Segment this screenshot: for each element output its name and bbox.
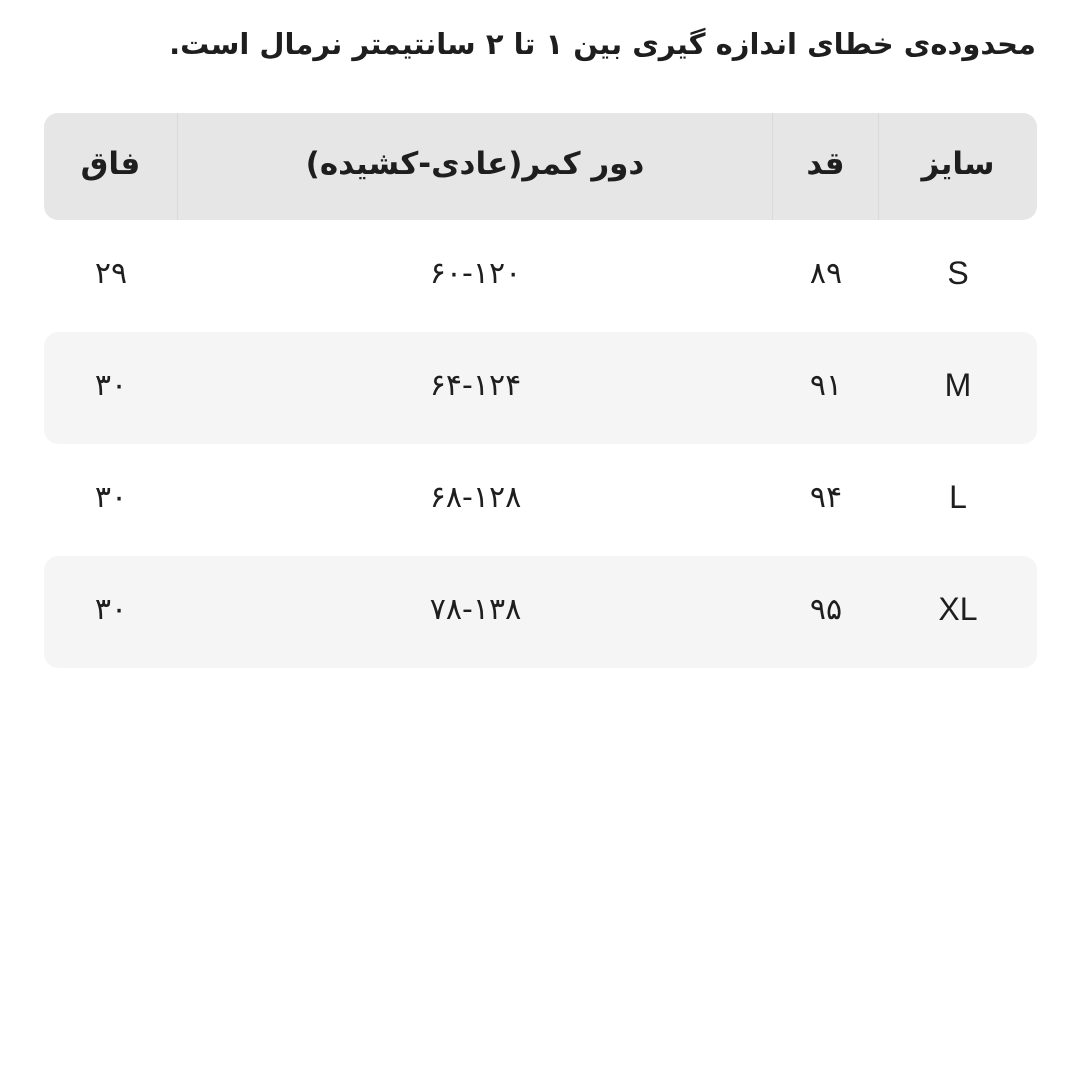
measurement-note: محدوده‌ی خطای اندازه گیری بین ۱ تا ۲ سانتیمتر نرمال است. [169,27,1036,61]
height-cell: ۸۹ [809,255,843,291]
waist-cell: ۷۸-۱۳۸ [429,591,522,627]
rise-cell: ۳۰ [94,367,128,403]
size-table [44,113,1037,668]
table-header-row [44,113,1037,220]
height-cell: ۹۱ [809,367,843,403]
waist-cell: ۶۸-۱۲۸ [429,479,522,515]
rise-cell: ۲۹ [94,255,128,291]
waist-cell: ۶۴-۱۲۴ [429,367,522,403]
height-cell: ۹۴ [809,479,843,515]
size-cell: M [944,366,972,403]
table-row [44,556,1037,668]
header-waist: دور کمر(عادی-کشیده) [178,113,773,220]
height-cell: ۹۵ [809,591,843,627]
header-height: قد [773,113,879,220]
size-cell: L [949,478,967,515]
waist-cell: ۶۰-۱۲۰ [429,255,522,291]
header-size: سایز [921,145,995,182]
header-rise: فاق [44,113,178,220]
rise-cell: ۳۰ [94,591,128,627]
table-row [44,444,1037,556]
size-cell: S [947,254,969,291]
table-row [44,332,1037,444]
table-row [44,220,1037,332]
size-cell: XL [938,590,978,627]
rise-cell: ۳۰ [94,479,128,515]
